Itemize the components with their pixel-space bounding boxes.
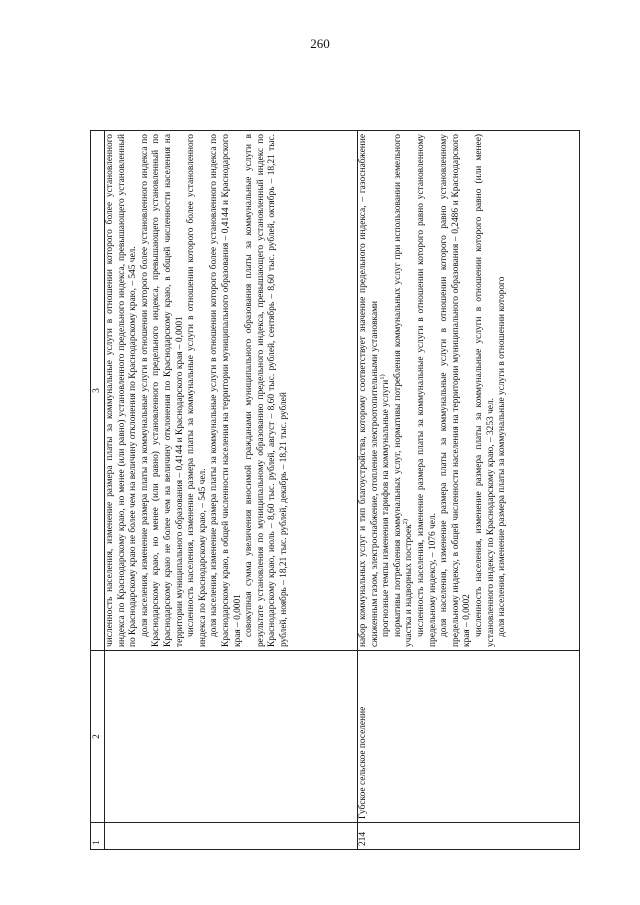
table-row	[358, 131, 580, 850]
description-paragraph: доля населения, изменение размера платы за коммунальные услуги в отношении которого более установленного индекса по Краснодарскому краю, но менее (или равно) установленного предельного индекса, превышающего установленный по Краснодарскому краю не более чем на величину отклонения по Краснодарскому краю, в общей численности населения на территории муниципального образования – 0,4144 и Краснодарского края – 0,0001	[139, 134, 185, 647]
description-paragraph: совокупная сумма увеличения вносимой гражданами муниципального образования платы за коммунальные услуги в результате установления по муниципальному образованию предельного индекса, превышающего установленный индекс по Краснодарскому краю, июль – 8,60 тыс. рублей, август – 8,60 тыс. рублей, сентябрь – 8,60 тыс. рублей, октябрь – 18,21 тыс. рублей, ноябрь – 18,21 тыс. рублей, декабрь – 18,21 тыс. рублей	[244, 134, 289, 647]
rotated-table-frame	[90, 130, 580, 850]
paragraph-text: нормативы потребления коммунальных услуг, нормативы потребления коммунальных услуг при использовании земельного участка и надворных построек	[392, 134, 415, 647]
description-paragraph: численность населения, изменение размера платы за коммунальные услуги в отношении которого равно установленному предельному индексу, – 1076 чел.	[415, 134, 438, 647]
footnote-mark: 1)	[379, 374, 387, 380]
row-number	[105, 823, 358, 850]
header-col-2: 2	[91, 651, 105, 823]
footnote-mark: 2)	[402, 518, 410, 525]
table-header-row	[91, 131, 105, 850]
description-paragraph: доля населения, изменение размера платы за коммунальные услуги в отношении которого	[497, 276, 508, 637]
description-paragraph: численность населения, изменение размера платы за коммунальные услуги в отношении которого равно (или менее) установленного индексу по Краснодарскому краю, – 3253 чел.	[473, 134, 496, 647]
row-description	[358, 131, 580, 651]
header-col-3: 3	[91, 131, 105, 651]
description-paragraph: доля населения, изменение размера платы за коммунальные услуги в отношении которого более установленного индекса по Краснодарскому краю, в общей численности населения на территории муниципального образования – 0,4144 и Краснодарского края – 0,0001	[209, 134, 243, 647]
description-paragraph	[393, 134, 416, 647]
description-paragraph: численность населения, изменение размера платы за коммунальные услуги в отношении которого более установленного индекса по Краснодарскому краю, – 545 чел.	[186, 134, 208, 647]
paragraph-text: прогнозные темпы изменения тарифов на коммунальные услуги	[381, 379, 392, 637]
settlement-name: Губское сельское поселение	[358, 651, 580, 823]
description-paragraph	[381, 134, 393, 647]
row-number: 214	[358, 823, 580, 850]
description-paragraph: численность населения, изменение размера платы за коммунальные услуги в отношении которого более установленного индекса по Краснодарскому краю, но менее (или равно) установленного предельного индекса, превышающего установленный по Краснодарскому краю не более чем на величину отклонения по Краснодарскому краю, – 545 чел.	[105, 134, 139, 647]
description-paragraph: набор коммунальных услуг и тип благоустройства, которому соответствует значение предельного индекса, – газоснабжение сжиженным газом, электроснабжение, отопление электроотопительными установками	[358, 134, 380, 647]
row-description	[105, 131, 358, 651]
page-number: 260	[310, 36, 330, 51]
table-row	[105, 131, 358, 850]
settlement-name	[105, 651, 358, 823]
tariff-table	[90, 130, 580, 850]
description-paragraph: доля населения, изменение размера платы за коммунальные услуги в отношении которого равно установленному предельному индексу, в общей численности населения на территории муниципального образования – 0,2486 и Краснодарского края – 0,0002	[439, 134, 473, 647]
header-col-1: 1	[91, 823, 105, 850]
